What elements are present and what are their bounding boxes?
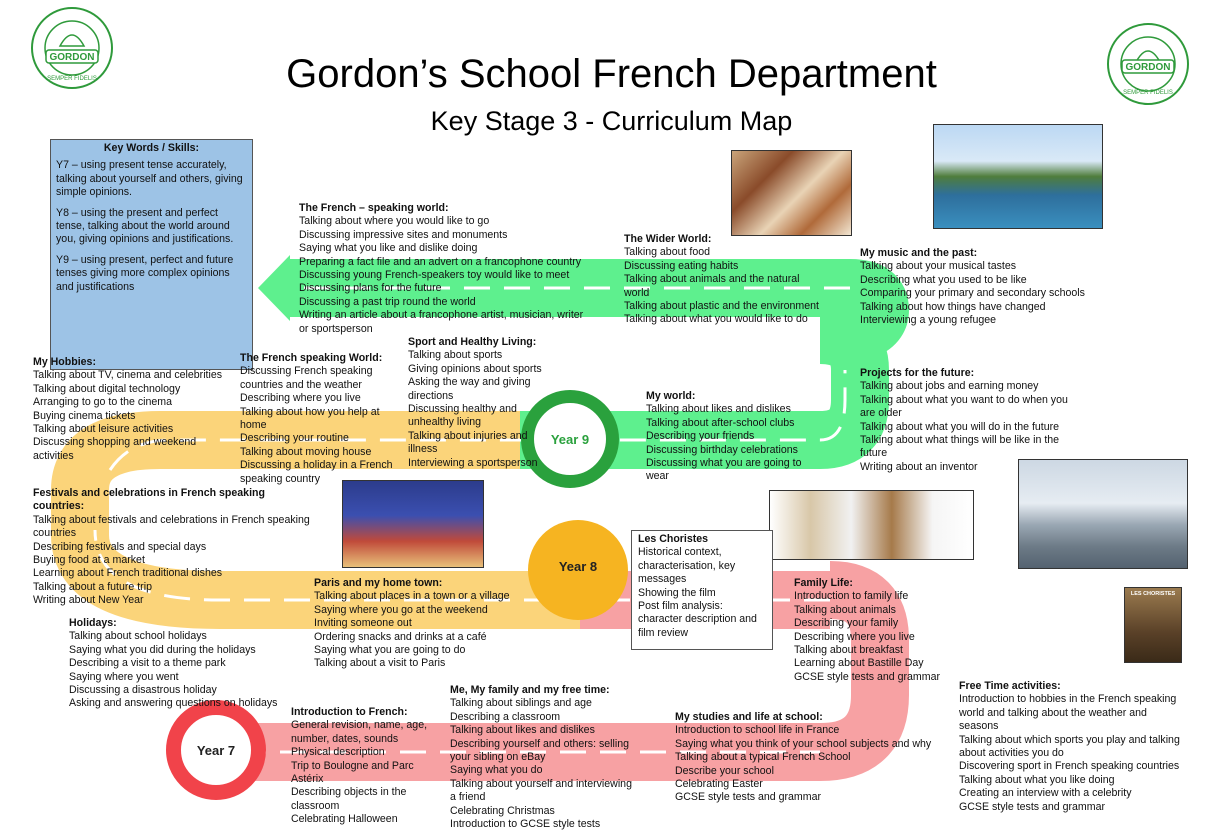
unit-line: Ordering snacks and drinks at a café — [314, 630, 487, 643]
unit-french-speaking-world-y9 — [299, 202, 619, 336]
unit-line: GCSE style tests and grammar — [959, 800, 1106, 813]
unit-heading: My Hobbies: — [33, 356, 96, 368]
unit-line: Describing where you live — [794, 630, 915, 643]
unit-line: Describe your school — [675, 764, 774, 777]
handball-photo — [342, 480, 484, 568]
unit-line: Celebrating Halloween — [291, 813, 398, 826]
unit-line: Talking about places in a town or a village — [314, 590, 510, 603]
unit-line: Asking the way and giving — [408, 376, 531, 389]
year-9-label: Year 9 — [550, 431, 590, 447]
unit-line: number, dates, sounds — [291, 732, 399, 745]
unit-my-world — [646, 390, 846, 484]
unit-line: Saying what you did during the holidays — [69, 643, 256, 656]
unit-line: Talking about digital technology — [33, 382, 181, 395]
unit-les-choristes — [631, 530, 773, 650]
unit-studies-school — [675, 711, 955, 805]
unit-projects-future — [860, 367, 1110, 474]
unit-line: or sportsperson — [299, 322, 373, 335]
animals-photo — [769, 490, 974, 560]
unit-paris-home — [314, 577, 544, 671]
unit-line: Introduction to school life in France — [675, 724, 840, 737]
unit-line: Preparing a fact file and an advert on a francophone country — [299, 255, 582, 268]
unit-line: Talking about plastic and the environment — [624, 300, 819, 313]
unit-line: Talking about likes and dislikes — [450, 724, 595, 737]
unit-line: Discussing impressive sites and monuments — [299, 228, 508, 241]
unit-line: Discussing what you are going to — [646, 457, 802, 470]
unit-line: speaking country — [240, 472, 321, 485]
key-words-box — [50, 139, 253, 370]
unit-line: Physical description — [291, 746, 385, 759]
unit-line: Talking about what you want to do when you — [860, 393, 1068, 406]
unit-line: future — [860, 447, 888, 460]
unit-line: Celebrating Easter — [675, 778, 763, 791]
unit-line: Talking about moving house — [240, 445, 372, 458]
unit-line: General revision, name, age, — [291, 719, 428, 732]
unit-line: Talking about animals and the natural — [624, 273, 800, 286]
unit-heading-cont: countries: — [33, 500, 85, 513]
unit-line: Describing your routine — [240, 432, 349, 445]
unit-intro-french — [291, 706, 441, 827]
unit-line: Writing an article about a francophone artist, musician, writer — [299, 309, 584, 322]
unit-line: Saying where you went — [69, 670, 179, 683]
unit-line: Discussing shopping and weekend — [33, 436, 197, 449]
unit-heading: My world: — [646, 390, 696, 402]
unit-line: Discussing a holiday in a French — [240, 459, 393, 472]
unit-line: Inviting someone out — [314, 617, 412, 630]
unit-line: world — [624, 286, 650, 299]
unit-line: Talking about injuries and — [408, 429, 528, 442]
unit-line: Astérix — [291, 773, 324, 786]
unit-line: Describing a classroom — [450, 710, 561, 723]
unit-line: Talking about siblings and age — [450, 697, 592, 710]
unit-heading: Paris and my home town: — [314, 577, 443, 589]
unit-line: Describing what you used to be like — [860, 273, 1027, 286]
unit-music-past — [860, 247, 1120, 327]
unit-line: Discussing healthy and — [408, 403, 517, 416]
unit-heading: Holidays: — [69, 617, 117, 629]
year-7-marker — [166, 700, 266, 800]
unit-line: unhealthy living — [408, 416, 482, 429]
unit-line: countries and the weather — [240, 378, 362, 391]
unit-line: Talking about yourself and interviewing — [450, 777, 632, 790]
unit-line: GCSE style tests and grammar — [675, 791, 822, 804]
unit-line: characterisation, key — [638, 559, 736, 572]
unit-line: Describing festivals and special days — [33, 540, 207, 553]
unit-line: Discovering sport in French speaking countries — [959, 760, 1180, 773]
unit-line: wear — [646, 470, 669, 483]
unit-line: Describing your friends — [646, 430, 755, 443]
page-subtitle: Key Stage 3 - Curriculum Map — [430, 106, 793, 136]
unit-hobbies — [33, 356, 243, 463]
unit-line: your sibling on eBay — [450, 751, 546, 764]
unit-line: home — [240, 419, 267, 432]
cakes-photo — [731, 150, 852, 236]
unit-holidays — [69, 617, 299, 711]
unit-line: Describing objects in the — [291, 786, 407, 799]
unit-line: Talking about likes and dislikes — [646, 403, 791, 416]
unit-line: Talking about animals — [794, 603, 896, 616]
unit-heading: Me, My family and my free time: — [450, 684, 610, 696]
unit-line: Talking about what things will be like in the — [860, 434, 1060, 447]
unit-line: film review — [638, 626, 689, 639]
unit-line: activities — [33, 449, 74, 462]
logo-right-bottom-text: SEMPER FIDELIS — [1123, 90, 1173, 96]
unit-line: Saying where you go at the weekend — [314, 603, 488, 616]
unit-line: Talking about after-school clubs — [646, 416, 795, 429]
unit-line: Describing a visit to a theme park — [69, 657, 226, 670]
key-words-y7: Y7 – using present tense accurately, talking about yourself and others, giving simple opinions. — [56, 159, 243, 199]
unit-line: Talking about TV, cinema and celebrities — [33, 369, 223, 382]
unit-line: Talking about your musical tastes — [860, 260, 1017, 273]
key-words-heading: Key Words / Skills: — [103, 142, 200, 154]
unit-line: Asking and answering questions on holidays — [69, 697, 278, 710]
unit-line: character description and — [638, 613, 757, 626]
unit-line: a friend — [450, 791, 486, 804]
unit-line: Discussing a disastrous holiday — [69, 684, 217, 697]
unit-line: Learning about Bastille Day — [794, 657, 924, 670]
unit-line: Talking about jobs and earning money — [860, 380, 1039, 393]
unit-line: Interviewing a young refugee — [860, 314, 997, 327]
harbour-photo — [933, 124, 1103, 229]
les-choristes-poster — [1124, 587, 1182, 663]
unit-line: Talking about how things have changed — [860, 300, 1046, 313]
unit-line: GCSE style tests and grammar — [794, 670, 941, 683]
unit-heading: Festivals and celebrations in French speaking — [33, 487, 265, 499]
unit-line: messages — [638, 573, 687, 586]
unit-line: Saying what you do — [450, 764, 543, 777]
logo-left-bottom-text: SEMPER FIDELIS — [47, 76, 97, 82]
unit-line: Post film analysis: — [638, 600, 723, 613]
unit-line: about activities you do — [959, 747, 1064, 760]
unit-line: directions — [408, 389, 454, 402]
page-title: Gordon’s School French Department — [286, 52, 937, 96]
unit-line: Talking about school holidays — [69, 630, 207, 643]
unit-line: Talking about sports — [408, 349, 503, 362]
unit-line: Talking about where you would like to go — [299, 215, 490, 228]
unit-line: Historical context, — [638, 546, 722, 559]
unit-line: Showing the film — [638, 586, 716, 599]
unit-me-family — [450, 684, 660, 831]
unit-line: Discussing plans for the future — [299, 282, 442, 295]
unit-heading: My music and the past: — [860, 247, 978, 259]
unit-heading: The Wider World: — [624, 233, 712, 245]
unit-line: seasons — [959, 720, 999, 733]
poster-title: LES CHORISTES — [1130, 591, 1176, 597]
unit-line: Discussing French speaking — [240, 365, 373, 378]
unit-line: world and talking about the weather and — [959, 706, 1147, 719]
unit-line: Buying cinema tickets — [33, 409, 136, 422]
unit-line: Talking about what you like doing — [959, 773, 1115, 786]
unit-line: Interviewing a sportsperson — [408, 456, 538, 469]
unit-line: Discussing young French-speakers toy would like to meet — [299, 269, 570, 282]
unit-line: Describing yourself and others: selling — [450, 737, 630, 750]
unit-line: Talking about a visit to Paris — [314, 657, 446, 670]
unit-line: Talking about what you will do in the future — [860, 420, 1060, 433]
unit-heading: Free Time activities: — [959, 680, 1061, 692]
unit-heading: The French – speaking world: — [299, 202, 449, 214]
unit-line: Trip to Boulogne and Parc — [291, 759, 414, 772]
unit-line: Introduction to GCSE style tests — [450, 818, 601, 831]
unit-free-time — [959, 680, 1199, 814]
unit-line: Writing about New Year — [33, 594, 144, 607]
unit-heading: The French speaking World: — [240, 352, 383, 364]
unit-line: illness — [408, 443, 438, 456]
unit-line: Saying what you are going to do — [314, 644, 466, 657]
unit-line: Talking about leisure activities — [33, 423, 174, 436]
year-7-label: Year 7 — [196, 742, 236, 758]
unit-line: Giving opinions about sports — [408, 362, 542, 375]
paris-photo — [1018, 459, 1188, 569]
unit-line: Writing about an inventor — [860, 460, 978, 473]
logo-left-top-text: GORDON — [49, 52, 95, 63]
unit-line: Introduction to hobbies in the French speaking — [959, 693, 1177, 706]
unit-line: Introduction to family life — [794, 590, 909, 603]
unit-heading: Les Choristes — [638, 533, 709, 545]
unit-line: Describing where you live — [240, 392, 361, 405]
unit-heading: My studies and life at school: — [675, 711, 823, 723]
year-8-label: Year 8 — [558, 558, 598, 574]
unit-french-speaking-world-y8 — [240, 352, 410, 486]
unit-line: Creating an interview with a celebrity — [959, 787, 1132, 800]
unit-festivals — [33, 487, 333, 608]
unit-line: Describing your family — [794, 617, 899, 630]
unit-line: classroom — [291, 799, 340, 812]
key-words-y9: Y9 – using present, perfect and future tenses giving more complex opinions and justifications — [56, 253, 234, 293]
unit-line: Talking about a typical French School — [675, 751, 851, 764]
unit-line: countries — [33, 527, 76, 540]
unit-heading: Sport and Healthy Living: — [408, 336, 537, 348]
unit-line: Talking about food — [624, 246, 710, 259]
unit-line: Talking about a future trip — [33, 580, 152, 593]
unit-line: Talking about what you would like to do — [624, 313, 808, 326]
unit-line: Discussing a past trip round the world — [299, 295, 476, 308]
unit-line: Celebrating Christmas — [450, 804, 555, 817]
unit-line: are older — [860, 407, 902, 420]
unit-line: Talking about how you help at — [240, 405, 380, 418]
unit-line: Talking about which sports you play and talking — [959, 733, 1180, 746]
unit-line: Discussing birthday celebrations — [646, 443, 798, 456]
unit-line: Learning about French traditional dishes — [33, 567, 223, 580]
unit-line: Talking about breakfast — [794, 644, 903, 657]
unit-wider-world — [624, 233, 854, 327]
unit-line: Buying food at a market — [33, 554, 145, 567]
unit-line: Comparing your primary and secondary schools — [860, 287, 1085, 300]
unit-line: Saying what you like and dislike doing — [299, 242, 478, 255]
unit-line: Talking about festivals and celebrations in French speaking — [33, 513, 310, 526]
key-words-y8: Y8 – using the present and perfect tense, talking about the world around you, giving opinions and justifications. — [56, 206, 234, 246]
unit-line: Arranging to go to the cinema — [33, 396, 172, 409]
unit-line: Saying what you think of your school subjects and why — [675, 737, 932, 750]
unit-heading: Introduction to French: — [291, 706, 408, 718]
logo-right-top-text: GORDON — [1125, 62, 1171, 73]
unit-heading: Projects for the future: — [860, 367, 975, 379]
unit-heading: Family Life: — [794, 577, 853, 589]
unit-family-life — [794, 577, 964, 684]
unit-line: Discussing eating habits — [624, 259, 739, 272]
unit-sport-health — [408, 336, 558, 470]
